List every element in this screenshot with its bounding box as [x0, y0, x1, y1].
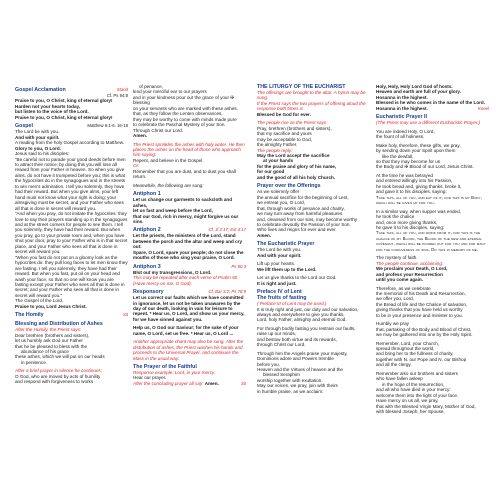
- section-heading: Blessing and Distribution of Ashes: [15, 321, 103, 328]
- body-text: of penance,: [139, 84, 164, 89]
- body-text: that, through works of penance and charity,: [257, 205, 345, 211]
- rubric-text: After the Homily, the Priest says:: [15, 327, 82, 333]
- body-text: to be in your presence and minister to you.: [376, 312, 463, 318]
- response-text: Spare, O Lord, spare your people; do not close the mouths of those who sing your praise, O Lord.: [133, 249, 244, 261]
- posture-cue: Sit: [122, 312, 128, 318]
- body-text: may be acceptable to God,: [257, 136, 312, 142]
- body-text: Humbly we pray: [376, 321, 409, 327]
- body-text: Lord, holy Father, almighty and eternal God.: [257, 317, 347, 323]
- body-text: the fount of all holiness.: [376, 134, 425, 140]
- body-text: Meanwhile, the following are sung:: [133, 182, 204, 188]
- body-text: “When you fast do not put on a gloomy look as the hypocrites do: they pull long faces to let men know they are fasting. I tell you solemnly, they have had their reward. But when you fast, put oil on your head and wash your face, so that no one will know you are fasting except your Father who sees all that is done in secret; and your Father who sees all that is done in secret will reward you.”: [15, 254, 128, 298]
- body-text: and bestow both virtue and its rewards,: [257, 336, 337, 342]
- body-text: always and everywhere to give you thanks,: [257, 311, 345, 317]
- response-text: let us fast and weep before the Lord,: [133, 208, 213, 214]
- response-text: that our God, rich in mercy, might forgive us our sins.: [133, 213, 239, 224]
- body-text: together with N. our Pope and N. our Bishop: [376, 356, 467, 362]
- body-text: we may turn away from harmful pleasures: [257, 211, 343, 217]
- body-text: like the dewfall,: [382, 153, 414, 159]
- body-text: in the hope of the resurrection,: [382, 381, 445, 387]
- column-1: [15, 84, 128, 385]
- body-text: we may be gathered into one by the Holy Spirit.: [376, 332, 473, 338]
- column-3: [257, 84, 370, 394]
- body-text: that my sacrifice and yours: [257, 131, 312, 137]
- rubric-text: The offerings are brought to the altar. A hymn may be sung.: [257, 90, 366, 101]
- rubric-text: ( Preface III of Lent may be used.): [257, 301, 327, 307]
- response-text: Let us correct our faults which we have committed in ignorance, let us not be taken unawares by the day of our death, looking in vain for leisure to repent. * Hear us, O Lord, and show us your mercy, for we have sinned against you.: [133, 295, 245, 322]
- response-text: Hosanna in the highest.: [376, 94, 428, 100]
- body-text: and, cleansed from our sins, may become worthy: [257, 216, 358, 222]
- body-text: lend your merciful ear to our prayers: [133, 89, 207, 95]
- body-text: they may be worthy to come with minds made pure: [133, 116, 237, 122]
- body-text: these ashes, which we will put on our heads: [15, 354, 105, 360]
- body-text: by sending down your Spirit upon them: [376, 148, 456, 154]
- body-text: Jesus said to his disciples:: [15, 151, 70, 157]
- body-text: spread throughout the world,: [376, 346, 435, 352]
- body-text: the annual sacrifice for the beginning of Lent,: [257, 194, 349, 200]
- response-text: Amen.: [204, 380, 219, 386]
- response-text: at your hands: [263, 158, 294, 164]
- body-text: The Lord be with you.: [257, 247, 302, 253]
- posture-cue: Sit: [240, 380, 246, 386]
- section-heading: The Homily: [15, 312, 44, 319]
- section-heading: The Prayer of the Faithful: [133, 364, 197, 371]
- section-heading: The Eucharistic Prayer: [257, 241, 315, 248]
- response-text: Amen.: [133, 133, 148, 139]
- body-text: Through Christ our Lord.: [133, 127, 184, 133]
- response-text: And with your spirit.: [257, 252, 302, 258]
- response-text: Hosanna in the highest.: [376, 105, 428, 111]
- posture-cue: Ps 50:3: [231, 263, 246, 269]
- section-heading: THE LITURGY OF THE EUCHARIST: [257, 84, 346, 90]
- body-text: “And when you pray, do not imitate the hypocrites: they love to say their prayers standing up in the synagogues and at the street corners for people to see them. I tell you solemnly, they have had their reward. But when you pray, go to your private room and, when you have shut your door, pray to your Father who is in that secret place, and your Father who sees all that is done in secret will reward you.: [15, 211, 128, 255]
- body-text: that he be pleased to bless with the: [15, 343, 88, 349]
- response-text: Blessed be God for ever.: [257, 111, 311, 117]
- posture-cue: Cf. Bar 3:2; Ps 78:9: [208, 289, 246, 295]
- body-text: Remember also our brothers and sisters: [376, 370, 458, 376]
- body-text: with blessed Joseph, her Spouse,: [376, 409, 445, 415]
- response-text: And with your spirit.: [15, 134, 60, 140]
- response-text: Harden not your hearts today,: [15, 103, 81, 109]
- section-heading: Responsory: [133, 289, 164, 296]
- body-text: Therefore, as we celebrate: [376, 285, 431, 291]
- response-text: We proclaim your Death, O Lord,: [376, 266, 448, 272]
- section-heading: Gospel: [15, 123, 33, 130]
- body-text: that, as they follow the Lenten observances,: [133, 111, 223, 117]
- rubric-text: Or:: [133, 163, 140, 169]
- response-text: until you come again.: [376, 277, 423, 283]
- response-text: Let us change our garments to sackcloth and ashes,: [133, 197, 233, 208]
- section-heading: Gospel Acclamation: [15, 87, 66, 93]
- body-text: that, partaking of the Body and Blood of Christ,: [376, 326, 472, 332]
- consecration-text: Take this, all of you, and eat of it, for this is my Body, which will be given up for you.: [376, 194, 483, 206]
- response-text: but listen to the voice of the Lord.: [15, 109, 89, 115]
- response-text: Holy, Holy, Holy Lord God of hosts.: [376, 84, 453, 89]
- body-text: Through him the Angels praise your majesty,: [257, 350, 348, 356]
- body-text: the Body and ✠ Blood of our Lord, Jesus Christ.: [376, 164, 474, 170]
- body-text: and in your kindness pour out the grace of your ✠ blessing: [133, 94, 235, 106]
- body-text: who have fallen asleep: [376, 376, 423, 382]
- response-text: Let the priests, the ministers of the Lord, stand between the porch and the altar and weep and cry out:: [133, 233, 242, 250]
- body-text: and respond with forgiveness to works: [15, 379, 94, 385]
- body-text: O God, who are moved by acts of humility: [15, 373, 101, 379]
- response-text: We lift them up to the Lord.: [257, 266, 317, 272]
- section-heading: Antiphon 1: [133, 191, 161, 198]
- body-text: in penitence.: [21, 359, 48, 365]
- body-text: May our voices, we pray, join with theirs: [257, 383, 338, 389]
- response-text: Blot out my transgressions, O Lord.: [133, 269, 212, 275]
- body-text: Make holy, therefore, these gifts, we pray,: [376, 142, 461, 148]
- section-heading: Antiphon 2: [133, 227, 161, 234]
- response-text: Heaven and earth are full of your glory.: [376, 89, 461, 95]
- consecration-text: Take this, all of you, and drink from it, for this is the chalice of my Blood, the Blood of the new and eternal covenant, which will be poured out for you and for many for the forgiveness of sins. Do this in memory of me.: [376, 230, 486, 252]
- body-text: The mystery of faith.: [376, 255, 418, 261]
- body-text: At the time he was betrayed: [376, 172, 433, 178]
- body-text: Hear our prayer.: [133, 375, 167, 381]
- rubric-text: After a brief prayer in silence he continues:: [15, 368, 103, 374]
- body-text: to celebrate devoutly the Passion of your Son.: [257, 221, 351, 227]
- body-text: Help us, O God our Saviour; for the sake of your name, O Lord, set us free. * Hear us, O Lord ...: [133, 325, 239, 336]
- response-text: Praise to you, O Christ, king of eternal glory!: [15, 114, 113, 120]
- body-text: we entreat you, O Lord,: [257, 200, 306, 206]
- body-text: blessed Seraphim: [263, 372, 300, 378]
- section-heading: Eucharistic Prayer II: [376, 114, 427, 121]
- rubric-text: The Priest sprinkles the ashes with holy water. He then places the ashes on the head of those who approach him saying:: [133, 141, 245, 158]
- body-text: The Gospel of the Lord.: [15, 298, 64, 304]
- body-text: Dominions adore and Powers tremble: [257, 356, 334, 362]
- rubric-text: Response example: Lord, in your mercy.: [133, 370, 216, 376]
- posture-cue: Kneel: [478, 105, 489, 111]
- body-text: Remember that you are dust, and to dust you shall return.: [133, 168, 236, 180]
- rubric-text: Another appropriate chant may also be sung. After the distribution of ashes, the Priest washes his hands and proceeds to the Universal Prayer, and continues the Mass in the usual way.: [133, 339, 244, 361]
- response-text: Praise to you, O Christ, king of eternal glory!: [15, 98, 113, 104]
- rubric-row: [133, 381, 246, 386]
- posture-cue: Stand: [116, 87, 128, 92]
- body-text: and all who have died in your mercy:: [376, 387, 451, 393]
- rubric-text: (The Priest may use a different Eucharistic Prayer.): [376, 120, 480, 126]
- response-text: for our good: [257, 169, 285, 175]
- body-text: he took bread and, giving thanks, broke it,: [376, 183, 462, 189]
- body-text: Lift up your hearts.: [257, 261, 296, 267]
- body-text: through Christ our Lord.: [257, 342, 306, 348]
- body-text: and gave it to his disciples, saying:: [376, 189, 447, 195]
- response-text: and profess your Resurrection: [376, 271, 443, 277]
- body-text: let us humbly ask God our Father: [15, 338, 83, 344]
- section-heading: Prayer over the Offerings: [257, 183, 321, 190]
- body-text: welcome them into the light of your face.: [376, 392, 459, 398]
- body-text: to celebrate the Paschal Mystery of your Son.: [133, 122, 226, 128]
- rubric-text: The people rise as the Priest says:: [257, 120, 328, 126]
- body-text: in humble praise, as we acclaim:: [257, 388, 324, 394]
- body-text: For through bodily fasting you restrain our faults,: [257, 325, 356, 331]
- body-text: Dear brethren (brothers and sisters),: [15, 332, 90, 338]
- body-text: abundance of his grace: [21, 349, 69, 355]
- body-text: he gave it to his disciples, saying:: [376, 224, 445, 230]
- body-text: worship together with exultation.: [257, 377, 323, 383]
- body-text: Repent, and believe in the Gospel.: [133, 157, 204, 163]
- scripture-reference: Cf. Ps 94:8: [106, 93, 128, 98]
- body-text: Have mercy on us all, we pray,: [376, 398, 439, 404]
- column-2: [133, 84, 246, 386]
- column-4: [376, 84, 489, 414]
- response-text: Glory to you, O Lord.: [15, 145, 61, 151]
- body-text: and all the clergy.: [376, 362, 412, 368]
- body-text: raise up our minds,: [257, 331, 297, 337]
- response-text: Blessed is he who comes in the name of the Lord.: [376, 100, 485, 106]
- body-text: Who lives and reigns for ever and ever.: [257, 227, 337, 233]
- response-text: May the Lord accept the sacrifice: [257, 152, 330, 158]
- rubric-text: The people reply:: [257, 147, 293, 153]
- body-text: and, once more giving thanks,: [376, 219, 438, 225]
- body-text: that with the Blessed Virgin Mary, Mother of God,: [376, 403, 476, 409]
- section-heading: The fruits of fasting: [257, 295, 307, 302]
- response-text: Amen.: [257, 232, 272, 238]
- scripture-reference: Matthew 6:1-6. 16-18: [87, 123, 128, 129]
- rubric-text: The people continue, acclaiming:: [376, 260, 444, 266]
- body-text: giving thanks that you have held us worthy: [376, 307, 463, 313]
- body-text: the almighty Father.: [257, 142, 298, 148]
- body-text: the Bread of life and the Chalice of salvation,: [376, 301, 468, 307]
- body-text: so that they may become for us: [376, 158, 441, 164]
- body-text: he took the chalice: [376, 214, 415, 220]
- rubric-text: If the Priest says the two prayers of offering aloud the response both times is: [257, 100, 366, 112]
- body-text: and bring her to the fullness of charity,: [376, 351, 454, 357]
- body-text: It is truly right and just, our duty and our salvation,: [257, 306, 359, 312]
- body-text: A reading from the holy Gospel according to Matthew.: [15, 140, 125, 146]
- rubric-line: [133, 381, 219, 386]
- body-text: we offer you, Lord,: [376, 296, 414, 302]
- response-text: It is right and just.: [257, 280, 297, 286]
- response-text: for the praise and glory of his name,: [257, 163, 337, 169]
- body-text: Let us give thanks to the Lord our God.: [257, 275, 337, 281]
- body-text: the memorial of his Death and Resurrection,: [376, 290, 466, 296]
- section-heading: Preface IV of Lent: [257, 289, 302, 296]
- body-text: You are indeed Holy, O Lord,: [376, 128, 435, 134]
- body-text: Heaven and the Virtues of heaven and the: [257, 367, 343, 373]
- response-text: and the good of all his holy Church.: [257, 174, 336, 180]
- rubric-text: After the concluding prayer all say:: [133, 380, 204, 386]
- body-text: Pray, brethren (brothers and sisters),: [257, 125, 332, 131]
- body-text: Remember, Lord, your Church,: [376, 340, 440, 346]
- body-text: In a similar way, when supper was ended,: [376, 208, 461, 214]
- body-text: The Lord be with you.: [15, 129, 60, 135]
- body-text: on your servants who are marked with these ashes,: [133, 105, 238, 111]
- section-heading: Antiphon 3: [133, 263, 161, 270]
- body-text: and entered willingly into his Passion,: [376, 178, 453, 184]
- body-text: As we solemnly offer: [257, 189, 300, 195]
- posture-cue: Cf. Jl 2:17; Est 4:17: [208, 227, 246, 233]
- response-text: Praise to you, Lord Jesus Christ.: [15, 303, 87, 309]
- body-text: before you.: [257, 361, 280, 367]
- body-text: “Be careful not to parade your good deeds before men to attract their notice; by doing this you will lose all reward from your Father in heaven. So when you give alms, do not have it trumpeted before you; this is what the hypocrites do in the synagogues and in the streets to win men’s admiration. I tell you solemnly, they have had their reward. But when you give alms, your left hand must not know what your right is doing; your almsgiving must be secret, and your Father who sees all that is done in secret will reward you.: [15, 156, 126, 211]
- rubric-text: This may be repeated after each verse of Psalm 50 (Have mercy on me, O God).: [133, 275, 238, 286]
